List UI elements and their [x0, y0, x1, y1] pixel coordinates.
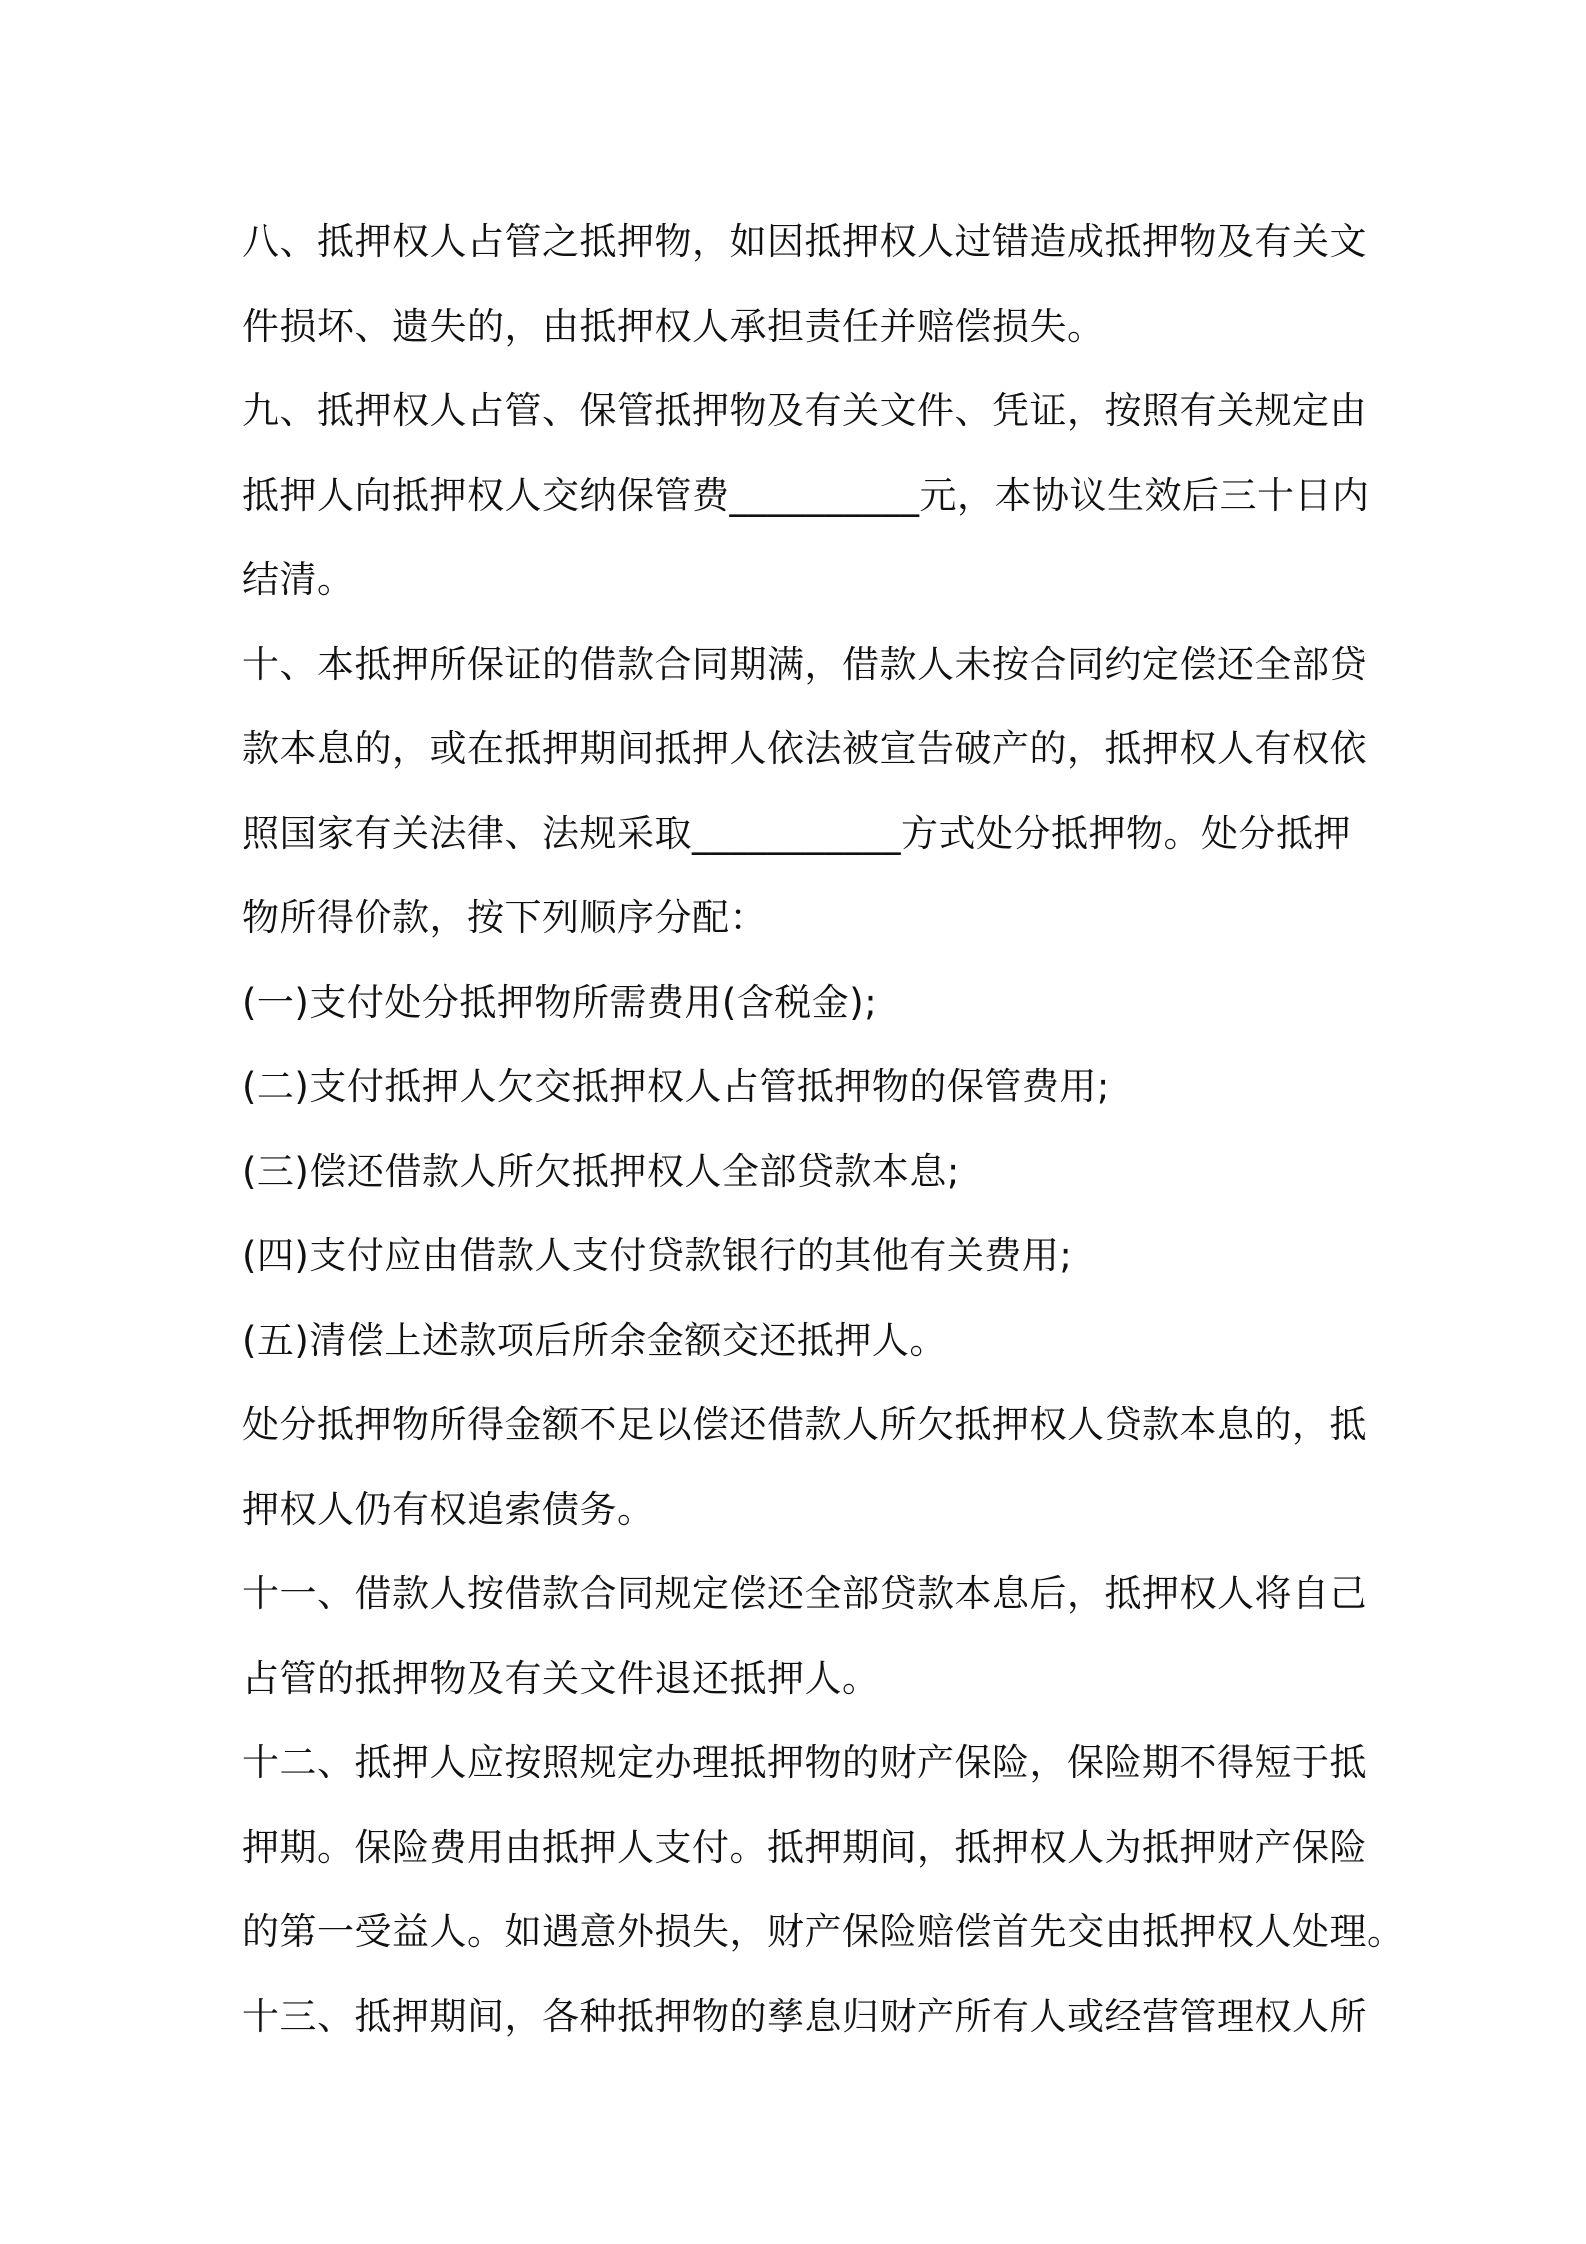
text-line: (二)支付抵押人欠交抵押权人占管抵押物的保管费用; — [242, 1065, 1110, 1108]
clause-10-item-4 — [242, 1214, 1358, 1299]
clause-10-item-2 — [242, 1045, 1358, 1130]
text-line: 处分抵押物所得金额不足以偿还借款人所欠抵押权人贷款本息的，抵 — [242, 1403, 1367, 1446]
clause-10-item-5 — [242, 1299, 1358, 1384]
clause-10-item-1 — [242, 961, 1358, 1046]
text-line: 十二、抵押人应按照规定办理抵押物的财产保险，保险期不得短于抵 — [242, 1741, 1367, 1784]
text-line: 结清。 — [242, 558, 355, 601]
text-line: 押权人仍有权追索债务。 — [242, 1487, 655, 1531]
text-line: 件损坏、遗失的，由抵押权人承担责任并赔偿损失。 — [242, 304, 1105, 348]
clause-11 — [242, 1552, 1367, 1721]
text-line: 款本息的，或在抵押期间抵押人依法被宣告破产的，抵押权人有权依 — [242, 727, 1367, 770]
text-line: 十、本抵押所保证的借款合同期满，借款人未按合同约定偿还全部贷 — [242, 642, 1367, 686]
text-line: 抵押人向抵押权人交纳保管费__________元，本协议生效后三十日内 — [242, 473, 1370, 517]
clause-12 — [242, 1721, 1405, 1975]
text-line: 物所得价款，按下列顺序分配： — [242, 896, 767, 939]
text-line: 九、抵押权人占管、保管抵押物及有关文件、凭证，按照有关规定由 — [242, 389, 1367, 432]
text-line: (一)支付处分抵押物所需费用(含税金); — [242, 980, 878, 1024]
text-line: (三)偿还借款人所欠抵押权人全部贷款本息; — [242, 1149, 960, 1193]
text-line: 八、抵押权人占管之抵押物，如因抵押权人过错造成抵押物及有关文 — [242, 220, 1367, 263]
clause-10-shortfall — [242, 1383, 1367, 1552]
clause-13 — [242, 1975, 1367, 2060]
clause-9 — [242, 369, 1370, 623]
clause-10 — [242, 623, 1367, 961]
text-line: 押期。保险费用由抵押人支付。抵押期间，抵押权人为抵押财产保险 — [242, 1825, 1367, 1869]
clause-8 — [242, 200, 1367, 369]
text-line: 十一、借款人按借款合同规定偿还全部贷款本息后，抵押权人将自己 — [242, 1572, 1367, 1615]
text-line: 占管的抵押物及有关文件退还抵押人。 — [242, 1656, 880, 1700]
text-line: 十三、抵押期间，各种抵押物的孳息归财产所有人或经营管理权人所 — [242, 1994, 1367, 2038]
text-line: (四)支付应由借款人支付贷款银行的其他有关费用; — [242, 1234, 1073, 1277]
document-page — [242, 200, 1405, 2059]
text-line: 的第一受益人。如遇意外损失，财产保险赔偿首先交由抵押权人处理。 — [242, 1910, 1405, 1953]
text-line: (五)清偿上述款项后所余金额交还抵押人。 — [242, 1318, 947, 1362]
clause-10-item-3 — [242, 1130, 1358, 1215]
text-line: 照国家有关法律、法规采取___________方式处分抵押物。处分抵押 — [242, 811, 1351, 855]
